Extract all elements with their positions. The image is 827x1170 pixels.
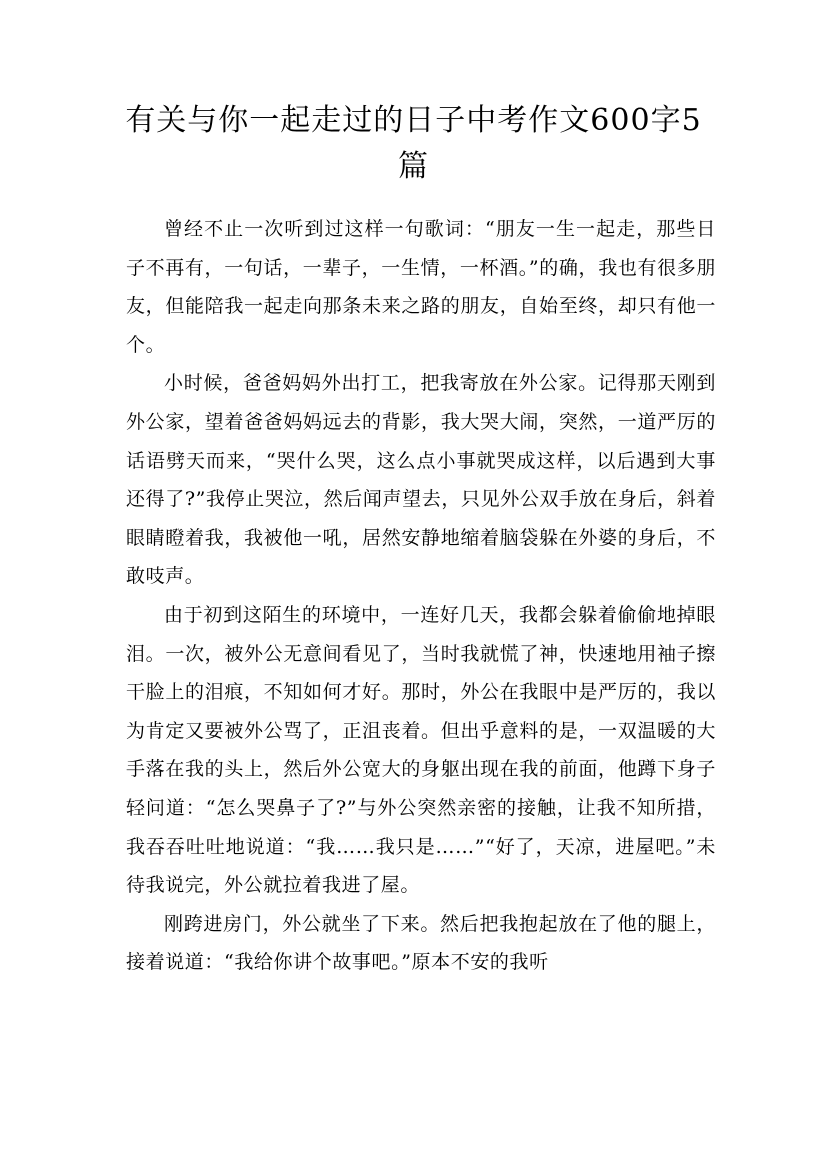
paragraph: 曾经不止一次听到过这样一句歌词：“朋友一生一起走，那些日子不再有，一句话，一辈子，一生情，一杯酒。”的确，我也有很多朋友，但能陪我一起走向那条未来之路的朋友，自始至终，却只有他一个。: [126, 218, 716, 356]
paragraph: 小时候，爸爸妈妈外出打工，把我寄放在外公家。记得那天刚到外公家，望着爸爸妈妈远去的背影，我大哭大闹，突然，一道严厉的话语劈天而来，“哭什么哭，这么点小事就哭成这样，以后遇到大事还得了?”我停止哭泣，然后闻声望去，只见外公双手放在身后，斜着眼睛瞪着我，我被他一吼，居然安静地缩着脑袋躲在外婆的身后，不敢吱声。: [126, 372, 716, 588]
paragraph: 由于初到这陌生的环境中，一连好几天，我都会躲着偷偷地掉眼泪。一次，被外公无意间看见了，当时我就慌了神，快速地用袖子擦干脸上的泪痕，不知如何才好。那时，外公在我眼中是严厉的，我以为肯定又要被外公骂了，正沮丧着。但出乎意料的是，一双温暖的大手落在我的头上，然后外公宽大的身躯出现在我的前面，他蹲下身子轻问道：“怎么哭鼻子了?”与外公突然亲密的接触，让我不知所措，我吞吞吐吐地说道：“我……我只是……”“好了，天凉，进屋吧。”未待我说完，外公就拉着我进了屋。: [126, 603, 716, 897]
document-title: 有关与你一起走过的日子中考作文600字5篇: [125, 103, 702, 184]
document-body: [126, 210, 716, 982]
paragraph: 刚跨进房门，外公就坐了下来。然后把我抱起放在了他的腿上，接着说道：“我给你讲个故事吧。”原本不安的我听: [126, 912, 716, 974]
